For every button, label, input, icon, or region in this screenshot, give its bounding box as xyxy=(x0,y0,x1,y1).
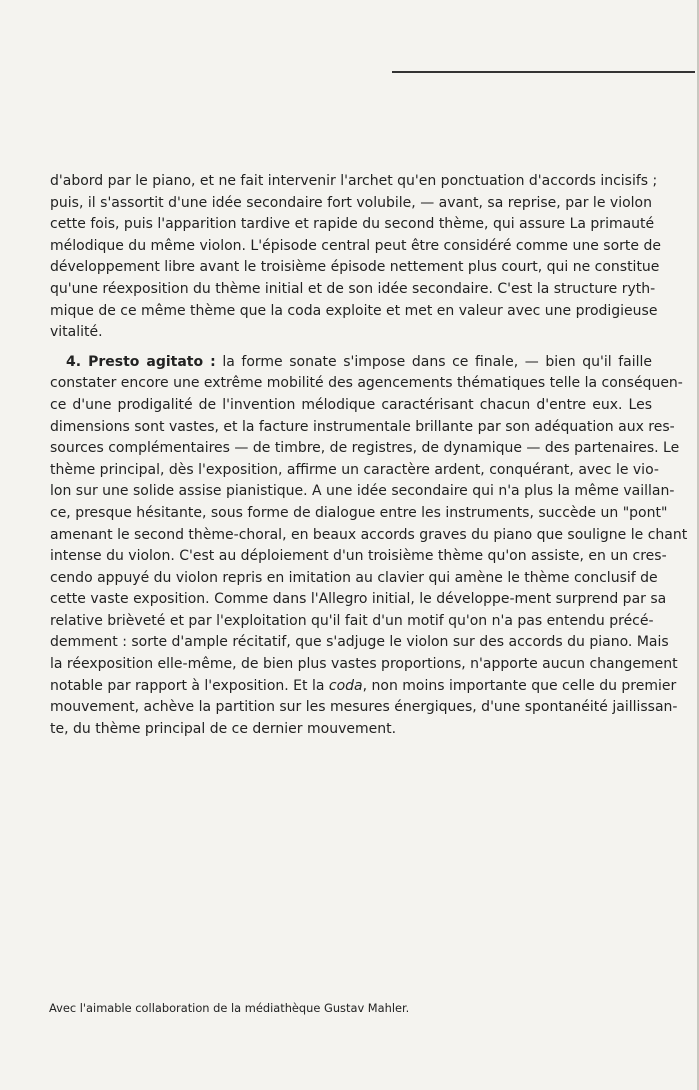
coda-term: coda xyxy=(328,677,363,694)
text-line: amenant le second thème-choral, en beaux accords graves du piano que souligne le chant xyxy=(50,526,688,543)
text-line: demment : sorte d'ample récitatif, que s'adjuge le violon sur des accords du piano. Mais xyxy=(50,634,669,651)
text-line: ce, presque hésitante, sous forme de dialogue entre les instruments, succède un "pont" xyxy=(50,504,668,521)
text-line: sources complémentaires — de timbre, de registres, de dynamique — des partenaires. Le xyxy=(50,440,680,457)
text-line: mique de ce même thème que la coda exploite et met en valeur avec une prodigieuse xyxy=(50,302,658,319)
text-line: constater encore une extrême mobilité des agencements thématiques telle la conséquen- xyxy=(50,375,683,392)
movement-heading: 4. Presto agitato : xyxy=(66,353,216,370)
text-line: te, du thème principal de ce dernier mouvement. xyxy=(50,720,397,737)
text-line: lon sur une solide assise pianistique. A une idée secondaire qui n'a plus la même vaillan- xyxy=(50,483,675,500)
coda-line xyxy=(50,676,677,698)
text-fragment: la forme sonate s'impose dans ce finale, — bien qu'il faille xyxy=(222,353,652,370)
credit-footer: Avec l'aimable collaboration de la médiathèque Gustav Mahler. xyxy=(49,1001,410,1015)
text-line: développement libre avant le troisième épisode nettement plus court, qui ne constitue xyxy=(50,259,660,276)
paragraph-2 xyxy=(50,352,688,741)
text-line: cette fois, puis l'apparition tardive et rapide du second thème, qui assure La primauté xyxy=(50,216,655,233)
text-line: intense du violon. C'est au déploiement d'un troisième thème qu'on assiste, en un cres- xyxy=(50,548,667,565)
text-line: vitalité. xyxy=(50,324,103,341)
article-body xyxy=(50,171,688,740)
paragraph-2-opening-line xyxy=(50,352,652,374)
text-fragment: , non moins importante que celle du premier xyxy=(362,677,677,694)
text-line: la réexposition elle-même, de bien plus vastes proportions, n'apporte aucun changement xyxy=(50,656,678,673)
text-fragment: notable par rapport à l'exposition. Et la xyxy=(50,677,329,694)
text-line: cendo appuyé du violon repris en imitation au clavier qui amène le thème conclusif de xyxy=(50,569,658,586)
text-line: mélodique du même violon. L'épisode central peut être considéré comme une sorte de xyxy=(50,237,661,254)
text-line: cette vaste exposition. Comme dans l'Allegro initial, le développe-ment surprend par sa xyxy=(50,591,667,608)
text-line: relative brièveté et par l'exploitation qu'il fait d'un motif qu'on n'a pas entendu précé- xyxy=(50,612,654,629)
text-line: puis, il s'assortit d'une idée secondaire fort volubile, — avant, sa reprise, par le violon xyxy=(50,194,652,211)
text-line: thème principal, dès l'exposition, affirme un caractère ardent, conquérant, avec le vio- xyxy=(50,461,659,478)
text-line: qu'une réexposition du thème initial et de son idée secondaire. C'est la structure ryth- xyxy=(50,280,656,297)
text-line: ce d'une prodigalité de l'invention mélodique caractérisant chacun d'entre eux. Les xyxy=(50,396,652,413)
paragraph-1 xyxy=(50,171,661,344)
text-line: dimensions sont vastes, et la facture instrumentale brillante par son adéquation aux res- xyxy=(50,418,675,435)
header-rule xyxy=(392,71,695,73)
text-line: mouvement, achève la partition sur les mesures énergiques, d'une spontanéité jaillissan- xyxy=(50,699,678,716)
text-line: d'abord par le piano, et ne fait intervenir l'archet qu'en ponctuation d'accords incisifs ; xyxy=(50,173,658,189)
